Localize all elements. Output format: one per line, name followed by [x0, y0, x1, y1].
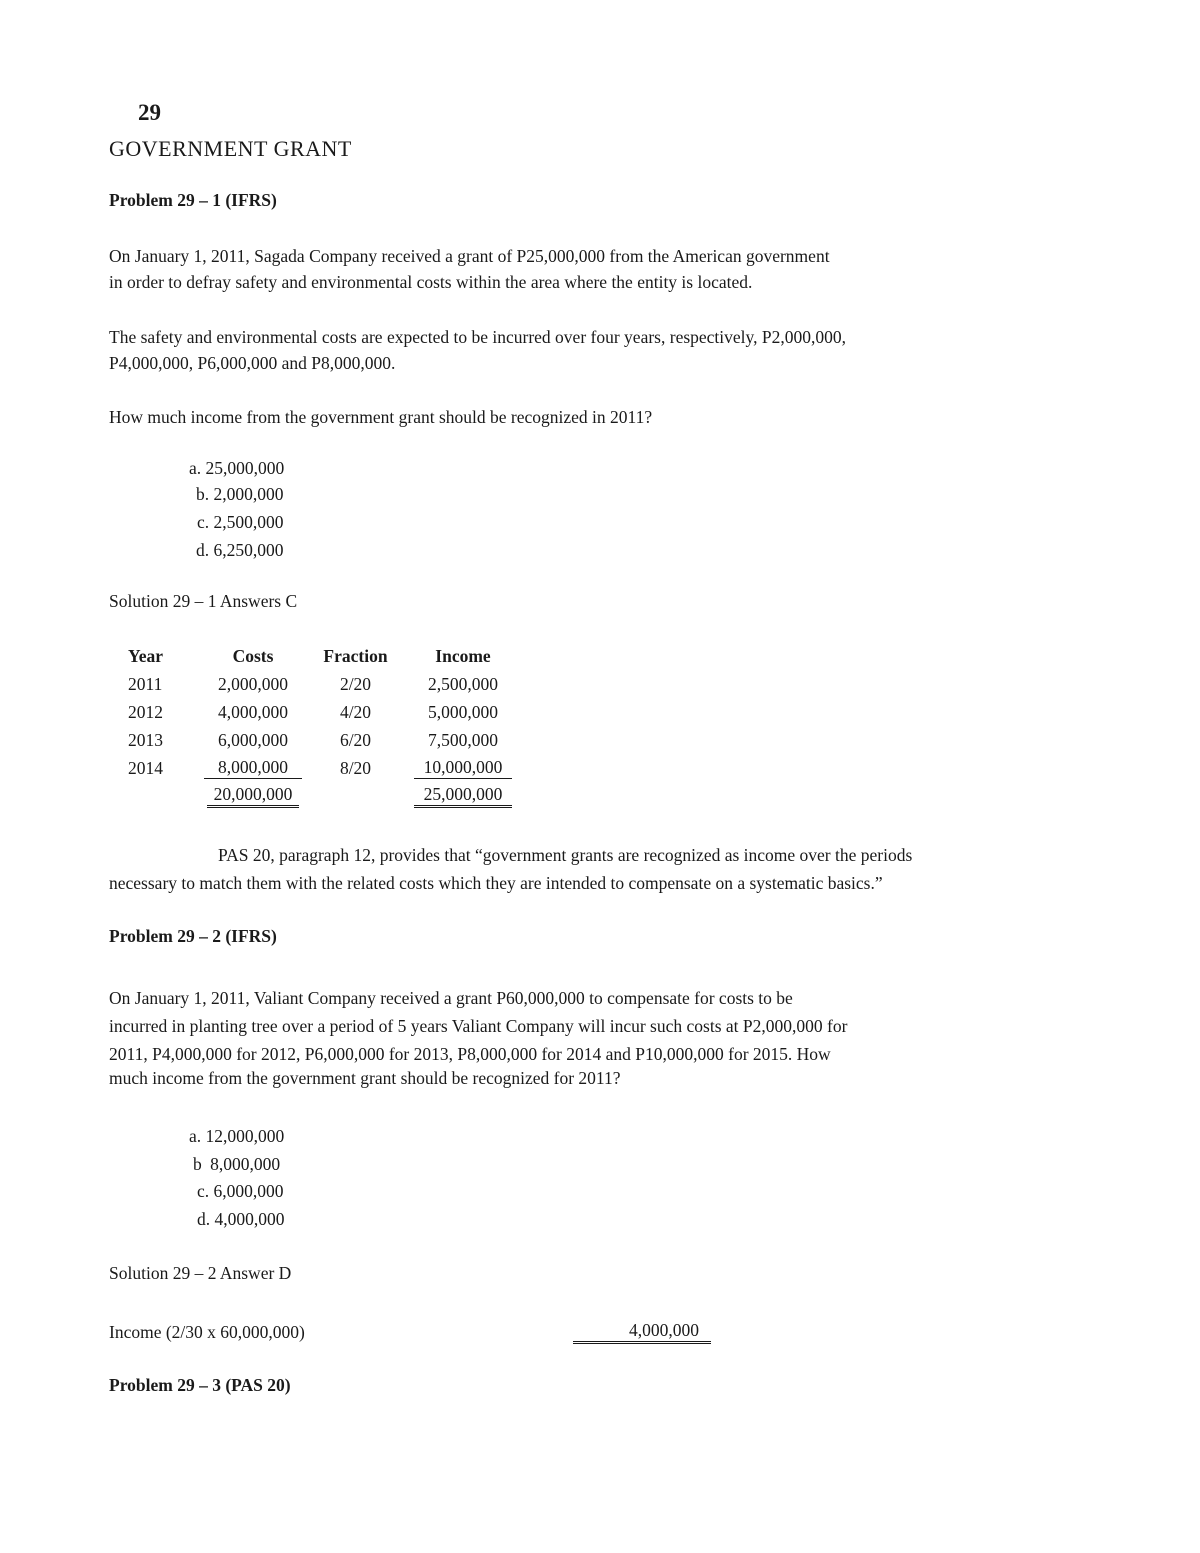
table-header-row	[120, 642, 523, 670]
problem-1-text-line-4: P4,000,000, P6,000,000 and P8,000,000.	[109, 353, 396, 373]
cell-year: 2011	[128, 673, 163, 694]
problem-1-option-a: a. 25,000,000	[189, 458, 285, 478]
cell-blank	[308, 782, 403, 810]
total-costs-value: 20,000,000	[207, 784, 300, 808]
header-costs: Costs	[232, 645, 274, 666]
solution-2-computation-value	[573, 1320, 711, 1344]
chapter-title: GOVERNMENT GRANT	[109, 136, 352, 161]
solution-1-note-line-2: necessary to match them with the related costs which they are intended to compensate on a systematic basics.”	[109, 873, 883, 893]
solution-2-computation-label: Income (2/30 x 60,000,000)	[109, 1322, 305, 1342]
solution-1-table	[120, 642, 523, 810]
cell-blank	[120, 782, 198, 810]
chapter-number: 29	[138, 100, 161, 125]
problem-2-text-line-1: On January 1, 2011, Valiant Company received a grant P60,000,000 to compensate for costs to be	[109, 988, 793, 1008]
cell-costs: 6,000,000	[218, 729, 288, 750]
cell-total-costs	[198, 782, 308, 810]
problem-2-heading: Problem 29 – 2 (IFRS)	[109, 926, 277, 946]
cell-year: 2012	[128, 701, 163, 722]
problem-2-option-d: d. 4,000,000	[197, 1209, 285, 1229]
table-row	[120, 698, 523, 726]
cell-fraction: 4/20	[339, 701, 372, 722]
table-total-row	[120, 782, 523, 810]
problem-1-heading: Problem 29 – 1 (IFRS)	[109, 190, 277, 210]
problem-1-option-b: b. 2,000,000	[196, 484, 284, 504]
problem-2-text-line-3: 2011, P4,000,000 for 2012, P6,000,000 for 2013, P8,000,000 for 2014 and P10,000,000 for 2015. How	[109, 1044, 831, 1064]
total-income-value: 25,000,000	[414, 784, 513, 808]
computation-value-text: 4,000,000	[629, 1320, 699, 1340]
cell-costs: 4,000,000	[218, 701, 288, 722]
problem-1-text-line-3: The safety and environmental costs are expected to be incurred over four years, respectively, P2,000,000,	[109, 327, 846, 347]
problem-2-option-c: c. 6,000,000	[197, 1181, 284, 1201]
problem-3-heading: Problem 29 – 3 (PAS 20)	[109, 1375, 291, 1395]
cell-costs	[198, 754, 308, 782]
header-year: Year	[128, 645, 163, 666]
problem-1-text-line-2: in order to defray safety and environmental costs within the area where the entity is located.	[109, 272, 753, 292]
cell-fraction: 2/20	[339, 673, 372, 694]
cell-year: 2014	[128, 757, 163, 778]
problem-2-text-line-4: much income from the government grant should be recognized for 2011?	[109, 1068, 621, 1088]
problem-2-option-a: a. 12,000,000	[189, 1126, 285, 1146]
cell-total-income	[403, 782, 523, 810]
cell-year: 2013	[128, 729, 163, 750]
cell-income: 2,500,000	[428, 673, 498, 694]
problem-1-text-line-1: On January 1, 2011, Sagada Company received a grant of P25,000,000 from the American government	[109, 246, 830, 266]
problem-1-question: How much income from the government grant should be recognized in 2011?	[109, 407, 653, 427]
cell-fraction: 6/20	[339, 729, 372, 750]
cell-fraction: 8/20	[339, 757, 372, 778]
cell-income-value: 10,000,000	[414, 757, 513, 779]
solution-1-note-line-1: PAS 20, paragraph 12, provides that “government grants are recognized as income over the periods	[218, 845, 913, 865]
cell-costs: 2,000,000	[218, 673, 288, 694]
cell-income: 7,500,000	[428, 729, 498, 750]
problem-1-option-c: c. 2,500,000	[197, 512, 284, 532]
cell-income: 5,000,000	[428, 701, 498, 722]
header-fraction: Fraction	[323, 645, 388, 666]
cell-costs-value: 8,000,000	[204, 757, 302, 779]
problem-2-option-b: b 8,000,000	[193, 1154, 281, 1174]
table-row	[120, 726, 523, 754]
problem-2-text-line-2: incurred in planting tree over a period of 5 years Valiant Company will incur such costs at P2,000,000 for	[109, 1016, 848, 1036]
solution-2-heading: Solution 29 – 2 Answer D	[109, 1263, 292, 1283]
cell-income	[403, 754, 523, 782]
table-row	[120, 754, 523, 782]
header-income: Income	[435, 645, 491, 666]
solution-1-heading: Solution 29 – 1 Answers C	[109, 591, 298, 611]
problem-1-option-d: d. 6,250,000	[196, 540, 284, 560]
table-row	[120, 670, 523, 698]
